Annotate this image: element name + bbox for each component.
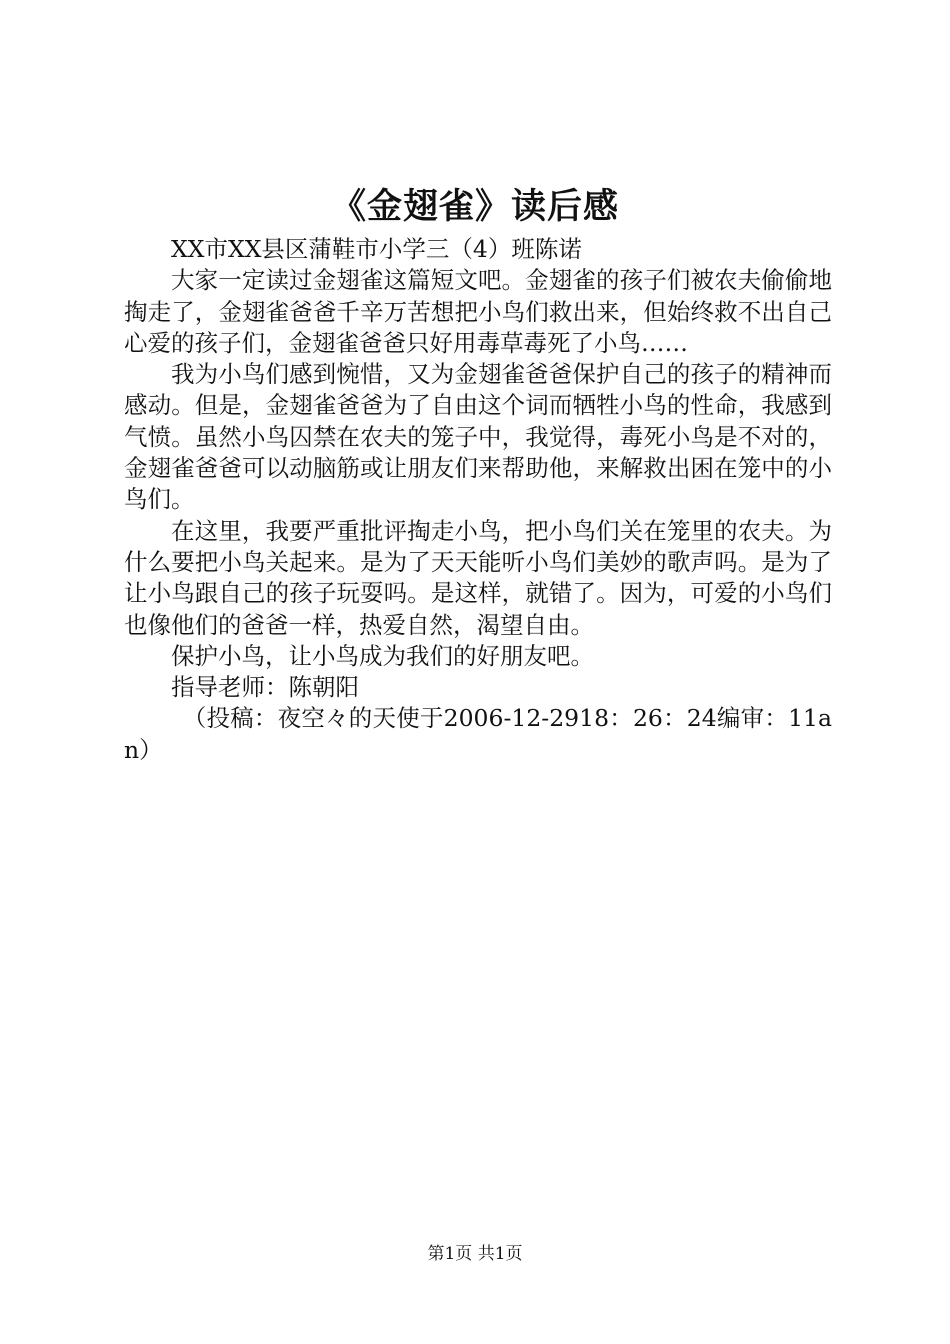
paragraph-2: 我为小鸟们感到惋惜，又为金翅雀爸爸保护自己的孩子的精神而感动。但是，金翅雀爸爸为了自由这个词而牺牲小鸟的性命，我感到气愤。虽然小鸟囚禁在农夫的笼子中，我觉得，毒死小鸟是不对的，金翅雀爸爸可以动脑筋或让朋友们来帮助他，来解救出困在笼中的小鸟们。 <box>124 360 832 514</box>
teacher-line: 指导老师：陈朝阳 <box>171 673 359 702</box>
document-title: 《金翅雀》读后感 <box>330 186 619 227</box>
document-body <box>124 234 832 766</box>
author-line: XX市XX县区蒲鞋市小学三（4）班陈诺 <box>171 235 582 263</box>
paragraph-4: 保护小鸟，让小鸟成为我们的好朋友吧。 <box>171 641 594 670</box>
page-footer: 第1页 共1页 <box>427 1244 523 1264</box>
submission-line: （投稿：夜空々的天使于2006-12-2918：26：24编审：11an） <box>124 704 832 764</box>
paragraph-3: 在这里，我要严重批评掏走小鸟，把小鸟们关在笼里的农夫。为什么要把小鸟关起来。是为了天天能听小鸟们美妙的歌声吗。是为了让小鸟跟自己的孩子玩耍吗。是这样，就错了。因为，可爱的小鸟们也像他们的爸爸一样，热爱自然，渴望自由。 <box>124 516 832 639</box>
paragraph-1: 大家一定读过金翅雀这篇短文吧。金翅雀的孩子们被农夫偷偷地掏走了，金翅雀爸爸千辛万苦想把小鸟们救出来，但始终救不出自己心爱的孩子们，金翅雀爸爸只好用毒草毒死了小鸟…… <box>124 266 832 357</box>
